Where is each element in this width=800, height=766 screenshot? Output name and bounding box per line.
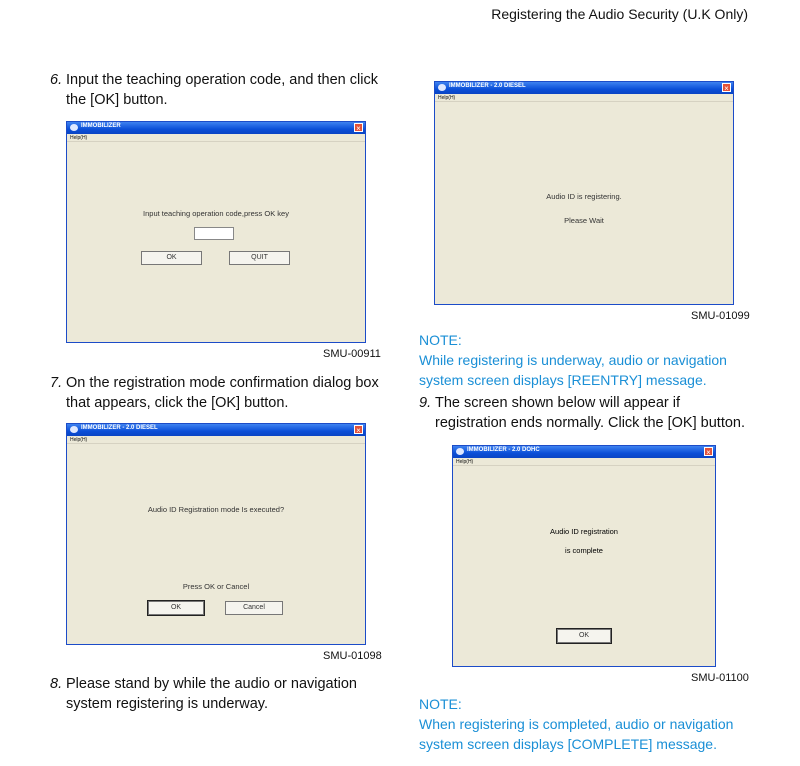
close-icon[interactable]: × <box>704 447 713 456</box>
title-bar <box>67 424 365 436</box>
please-wait-text: Please Wait <box>564 216 604 225</box>
note-complete <box>419 694 759 754</box>
ok-button[interactable]: OK <box>141 251 202 265</box>
note-label: NOTE: <box>419 332 462 348</box>
step-number: 9. <box>419 395 432 411</box>
window-title: IMMOBILIZER - 2.0 DIESEL <box>449 83 526 89</box>
close-icon[interactable]: × <box>722 83 731 92</box>
window-title: IMMOBILIZER - 2.0 DIESEL <box>81 425 158 431</box>
figure-caption: SMU-00911 <box>323 348 381 360</box>
title-bar <box>453 446 715 458</box>
step-7 <box>50 373 385 413</box>
app-icon <box>438 84 446 91</box>
note-label: NOTE: <box>419 696 462 712</box>
step-text: Please stand by while the audio or navigation system registering is underway. <box>66 676 357 712</box>
complete-message-line1: Audio ID registration <box>550 527 618 536</box>
confirm-message: Audio ID Registration mode Is executed? <box>147 505 285 514</box>
complete-message-line2: is complete <box>565 546 603 555</box>
step-number: 7. <box>50 375 63 391</box>
dialog-body <box>67 142 365 342</box>
step-9 <box>419 393 754 433</box>
step-text: Input the teaching operation code, and then click the [OK] button. <box>66 72 378 108</box>
step-8 <box>50 674 385 714</box>
registering-status: Audio ID is registering. <box>546 192 622 201</box>
window-title: IMMOBILIZER - 2.0 DOHC <box>467 447 540 453</box>
close-icon[interactable]: × <box>354 123 363 132</box>
close-icon[interactable]: × <box>354 425 363 434</box>
dialog-body <box>67 444 365 644</box>
step-6 <box>50 70 385 110</box>
app-icon <box>456 448 464 455</box>
app-icon <box>70 124 78 131</box>
cancel-button[interactable]: Cancel <box>225 601 283 615</box>
teaching-code-input[interactable] <box>194 227 234 240</box>
note-text: While registering is underway, audio or navigation system screen displays [REENTRY] message. <box>419 352 727 388</box>
teaching-prompt: Input teaching operation code,press OK key <box>143 209 289 218</box>
figure-caption: SMU-01098 <box>323 650 382 662</box>
note-text: When registering is completed, audio or navigation system screen displays [COMPLETE] message. <box>419 716 734 752</box>
quit-button[interactable]: QUIT <box>229 251 290 265</box>
ok-cancel-prompt: Press OK or Cancel <box>182 582 250 591</box>
step-text: The screen shown below will appear if registration ends normally. Click the [OK] button. <box>435 395 746 431</box>
title-bar <box>67 122 365 134</box>
menu-help[interactable]: Help(H) <box>453 458 715 466</box>
teaching-code-dialog <box>66 121 366 343</box>
registration-complete-dialog <box>452 445 716 667</box>
ok-button[interactable]: OK <box>148 601 204 615</box>
window-body <box>435 102 733 304</box>
dialog-body <box>453 466 715 666</box>
step-number: 6. <box>50 72 63 88</box>
figure-caption: SMU-01099 <box>691 310 750 322</box>
step-text: On the registration mode confirmation dialog box that appears, click the [OK] button. <box>66 375 379 411</box>
menu-help[interactable]: Help(H) <box>67 436 365 444</box>
title-bar <box>435 82 733 94</box>
registering-window <box>434 81 734 305</box>
ok-button[interactable]: OK <box>557 629 611 643</box>
registration-mode-dialog <box>66 423 366 645</box>
window-title: IMMOBILIZER <box>81 123 121 129</box>
page-header: Registering the Audio Security (U.K Only) <box>491 6 748 22</box>
menu-help[interactable]: Help(H) <box>67 134 365 142</box>
menu-help[interactable]: Help(H) <box>435 94 733 102</box>
figure-caption: SMU-01100 <box>691 672 749 684</box>
note-reentry <box>419 330 759 390</box>
step-number: 8. <box>50 676 63 692</box>
app-icon <box>70 426 78 433</box>
